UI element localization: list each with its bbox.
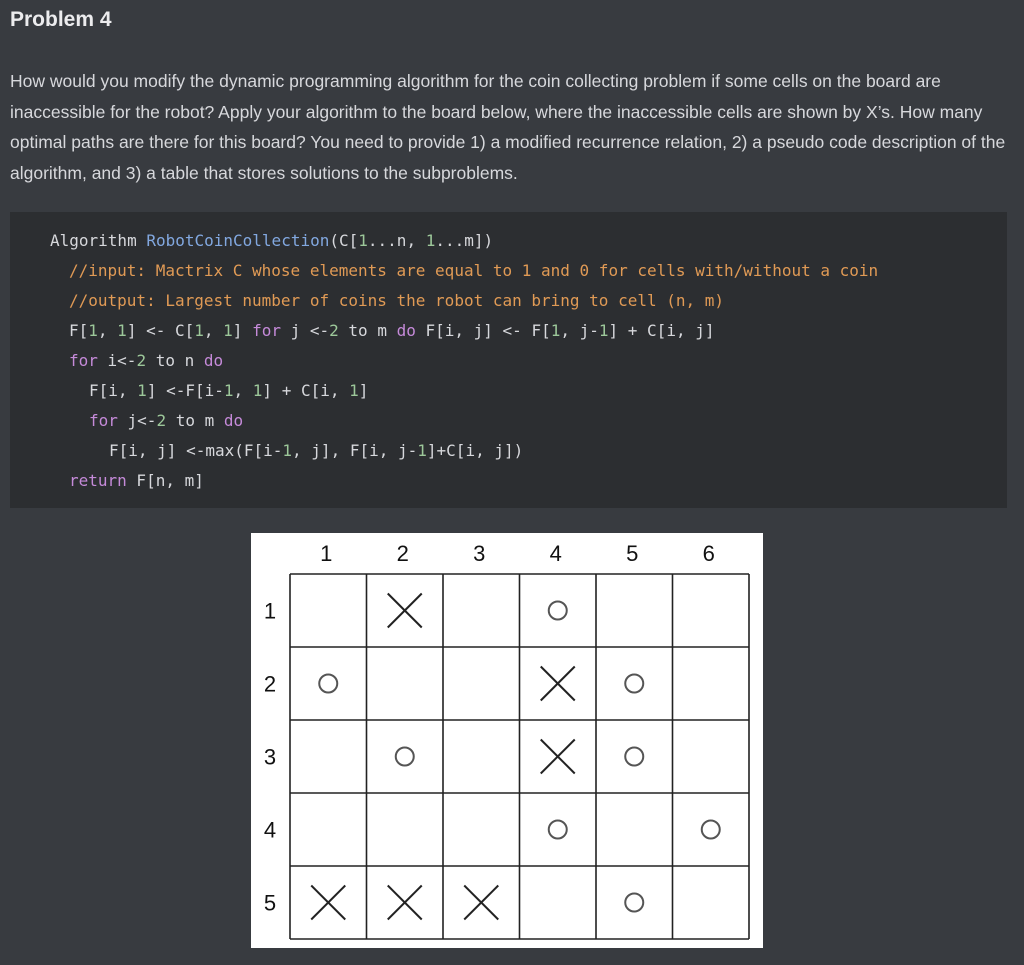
code-token: to m	[338, 321, 397, 340]
coin-icon	[625, 748, 643, 766]
code-token: ,	[233, 381, 253, 400]
coin-icon	[396, 748, 414, 766]
code-token: F[i, j] <-max(F[i-	[109, 441, 283, 460]
coin-icon	[549, 602, 567, 620]
code-token: F[	[69, 321, 89, 340]
code-token: F[i, j] <- F[	[415, 321, 551, 340]
code-keyword: for	[69, 351, 98, 370]
code-keyword: do	[223, 411, 244, 430]
code-token: j <-	[280, 321, 330, 340]
code-number: 1	[137, 381, 147, 400]
code-token: ] <-F[i-	[146, 381, 224, 400]
code-token: F[n, m]	[126, 471, 204, 490]
board-grid	[251, 533, 763, 948]
column-label: 4	[549, 541, 562, 566]
code-token: to m	[166, 411, 224, 430]
code-number: 1	[417, 441, 427, 460]
problem-title: Problem 4	[10, 8, 112, 31]
code-token: , j], F[i, j-	[292, 441, 418, 460]
code-number: 1	[282, 441, 293, 460]
code-number: 2	[329, 321, 339, 340]
code-token: ] <- C[	[126, 321, 195, 340]
row-label: 1	[263, 598, 277, 624]
coin-icon	[625, 675, 643, 693]
code-number: 1	[349, 381, 359, 400]
code-number: 2	[156, 411, 167, 430]
column-label: 1	[320, 541, 333, 566]
code-token: ...m])	[435, 231, 494, 250]
code-token: to n	[146, 351, 204, 370]
code-function-name: RobotCoinCollection	[146, 231, 330, 250]
coin-icon	[625, 894, 643, 912]
code-number: 1	[88, 321, 98, 340]
code-token: (C[	[329, 231, 359, 250]
code-token: ]	[358, 381, 369, 400]
code-keyword: do	[203, 351, 224, 370]
code-number: 1	[550, 321, 561, 340]
row-label: 4	[263, 817, 277, 843]
code-line-8	[109, 436, 523, 466]
code-number: 1	[117, 321, 127, 340]
code-token: ...n,	[367, 231, 426, 250]
coin-icon	[702, 821, 720, 839]
code-token: ] + C[i,	[262, 381, 350, 400]
code-line-1	[50, 226, 493, 256]
code-block	[10, 212, 1007, 508]
code-token: ]	[232, 321, 253, 340]
code-token: ]+C[i, j])	[426, 441, 524, 460]
column-label: 3	[473, 541, 486, 566]
code-number: 1	[598, 321, 609, 340]
coin-icon	[319, 675, 337, 693]
column-label: 2	[396, 541, 409, 566]
code-number: 1	[252, 381, 263, 400]
code-line-5	[69, 346, 223, 376]
problem-description: How would you modify the dynamic programming algorithm for the coin collecting problem if some cells on the board are inaccessible for the robot? Apply your algorithm to the board below, where the inaccessible cells are shown by X’s. How many optimal paths are there for this board? You need to provide 1) a modified recurrence relation, 2) a pseudo code description of the algorithm, and 3) a table that stores solutions to the subproblems.	[10, 71, 1006, 183]
code-keyword: for	[89, 411, 118, 430]
code-number: 1	[358, 231, 368, 250]
code-keyword: do	[396, 321, 416, 340]
coin-board	[251, 533, 763, 948]
column-label: 5	[626, 541, 639, 566]
column-label: 6	[702, 541, 715, 566]
code-token: Algorithm	[50, 231, 147, 250]
code-keyword: for	[252, 321, 281, 340]
code-token: ,	[203, 321, 224, 340]
coin-icon	[549, 821, 567, 839]
code-number: 1	[223, 321, 233, 340]
code-token: , j-	[560, 321, 599, 340]
code-line-2-comment: //input: Mactrix C whose elements are equal to 1 and 0 for cells with/without a coin	[69, 261, 879, 280]
code-line-7	[89, 406, 243, 436]
code-token: i<-	[97, 351, 137, 370]
code-token: ,	[97, 321, 118, 340]
code-line-6	[89, 376, 368, 406]
code-token: j<-	[117, 411, 157, 430]
row-label: 3	[263, 744, 277, 770]
code-number: 1	[194, 321, 204, 340]
code-keyword: return	[69, 471, 127, 490]
code-token: ] + C[i, j]	[608, 321, 715, 340]
code-number: 1	[223, 381, 234, 400]
code-token: F[i,	[89, 381, 138, 400]
code-line-3-comment: //output: Largest number of coins the robot can bring to cell (n, m)	[69, 291, 725, 310]
row-label: 5	[263, 890, 277, 916]
code-number: 2	[136, 351, 147, 370]
code-line-9	[69, 466, 204, 496]
row-label: 2	[263, 671, 277, 697]
code-line-4	[69, 316, 714, 346]
code-number: 1	[425, 231, 436, 250]
